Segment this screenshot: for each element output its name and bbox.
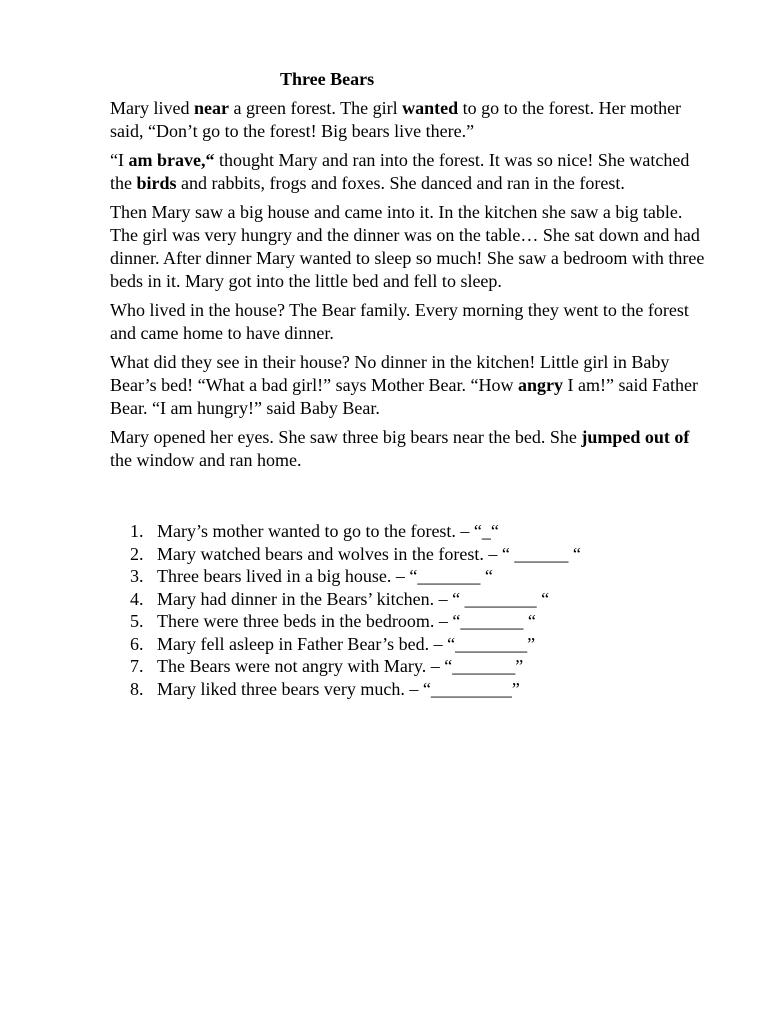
- bold-word: angry: [518, 375, 564, 395]
- question-item: [110, 655, 710, 678]
- question-text: Mary fell asleep in Father Bear’s bed. – “________”: [157, 633, 536, 654]
- question-item: [110, 610, 710, 633]
- question-item: [110, 588, 710, 611]
- story-text-run: I am!” said Father Bear. “I am hungry!” said Baby Bear.: [110, 375, 698, 418]
- story-paragraph: [110, 351, 710, 420]
- bold-word: birds: [136, 173, 177, 193]
- bold-word: wanted: [402, 98, 459, 118]
- question-item: [110, 543, 710, 566]
- question-text: Mary watched bears and wolves in the forest. – “ ______ “: [157, 543, 581, 564]
- story-text-run: Then Mary saw a big house and came into it. In the kitchen she saw a big table. The girl was very hungry and the dinner was on the table… She sat down and had dinner. After dinner Mary wanted to sleep so much! She saw a bedroom with three beds in it. Mary got into the little bed and fell to sleep.: [110, 202, 705, 291]
- question-item: [110, 633, 710, 656]
- story-paragraph: [110, 97, 710, 143]
- story-text-run: and rabbits, frogs and foxes. She danced and ran in the forest.: [176, 173, 625, 193]
- story-paragraph: [110, 299, 710, 345]
- story-text-run: “I: [110, 150, 129, 170]
- story-text-run: the window and ran home.: [110, 450, 302, 470]
- question-text: Mary’s mother wanted to go to the forest. – “_“: [157, 521, 499, 541]
- story-text-run: a green forest. The girl: [228, 98, 403, 118]
- question-number: 2.: [130, 543, 144, 564]
- story-text: [110, 97, 710, 472]
- question-list: [110, 520, 710, 700]
- story-text-run: What did they see in their house? No dinner in the kitchen! Little girl in Baby Bear’s bed! “What a bad girl!” says Mother Bear. “How: [110, 352, 670, 395]
- question-text: Mary liked three bears very much. – “_________”: [157, 678, 520, 699]
- worksheet-page: [110, 68, 710, 700]
- question-item: [110, 678, 710, 701]
- question-item: [110, 520, 710, 543]
- bold-word: near: [193, 98, 229, 118]
- question-number: 3.: [130, 566, 144, 586]
- question-number: 1.: [130, 521, 144, 541]
- question-number: 6.: [130, 633, 144, 654]
- question-text: Three bears lived in a big house. – “_______ “: [157, 566, 493, 586]
- question-number: 4.: [130, 588, 144, 609]
- question-number: 7.: [130, 656, 144, 676]
- bold-word: am brave,“: [128, 150, 215, 170]
- question-item: [110, 565, 710, 588]
- page-title: Three Bears: [280, 69, 375, 89]
- question-number: 5.: [130, 611, 144, 631]
- story-text-run: Mary opened her eyes. She saw three big bears near the bed. She: [110, 427, 582, 447]
- story-text-run: thought Mary and ran into the forest. It was so nice! She watched the: [110, 150, 690, 193]
- question-text: Mary had dinner in the Bears’ kitchen. – “ ________ “: [157, 588, 550, 609]
- story-text-run: Mary lived: [110, 98, 194, 118]
- bold-word: jumped out of: [581, 427, 690, 447]
- story-paragraph: [110, 426, 710, 472]
- question-text: The Bears were not angry with Mary. – “_______”: [157, 656, 524, 676]
- story-paragraph: [110, 149, 710, 195]
- story-text-run: Who lived in the house? The Bear family. Every morning they went to the forest and came home to have dinner.: [110, 300, 689, 343]
- story-paragraph: [110, 201, 710, 293]
- story-text-run: to go to the forest. Her mother said, “Don’t go to the forest! Big bears live there.”: [110, 98, 682, 141]
- question-number: 8.: [130, 678, 144, 699]
- question-text: There were three beds in the bedroom. – “_______ “: [157, 611, 536, 631]
